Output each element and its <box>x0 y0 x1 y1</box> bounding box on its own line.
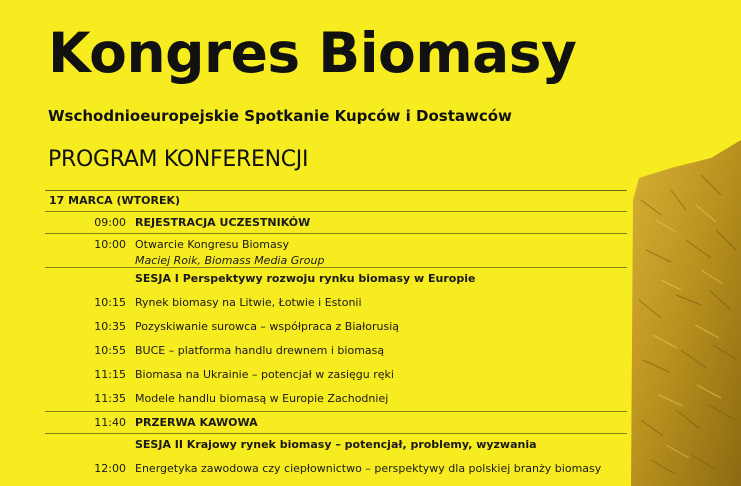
row-text: Biomasa na Ukrainie – potencjał w zasięgu ręki <box>135 368 394 381</box>
schedule-row <box>45 457 627 481</box>
biomass-pile-image <box>631 0 741 486</box>
day-header: 17 MARCA (WTOREK) <box>45 190 627 211</box>
row-time: 10:55 <box>94 344 126 357</box>
program-heading: PROGRAM KONFERENCJI <box>48 147 309 172</box>
schedule-row <box>45 315 627 339</box>
schedule-row <box>45 211 627 233</box>
row-text: Rynek biomasy na Litwie, Łotwie i Estonii <box>135 296 362 309</box>
session-row <box>45 267 627 289</box>
schedule-row <box>45 291 627 315</box>
row-text: PRZERWA KAWOWA <box>135 416 258 429</box>
row-text: BUCE – platforma handlu drewnem i biomasą <box>135 344 385 357</box>
schedule-row <box>45 387 627 411</box>
row-time: 10:00 <box>94 238 126 251</box>
row-time: 12:00 <box>94 462 126 475</box>
row-time: 10:15 <box>94 296 126 309</box>
row-text: Energetyka zawodowa czy ciepłownictwo – perspektywy dla polskiej branży biomasy <box>135 462 602 475</box>
schedule-row <box>45 233 627 267</box>
row-text: Modele handlu biomasą w Europie Zachodniej <box>135 392 389 405</box>
row-time: 11:35 <box>94 392 126 405</box>
page-subtitle: Wschodnioeuropejskie Spotkanie Kupców i Dostawców <box>48 107 512 125</box>
session-title: SESJA I Perspektywy rozwoju rynku biomasy w Europie <box>135 272 476 285</box>
schedule-table <box>45 190 627 481</box>
row-time: 11:15 <box>94 368 126 381</box>
row-text-wrap <box>135 237 627 269</box>
row-text: Otwarcie Kongresu Biomasy <box>135 238 289 251</box>
row-text: Pozyskiwanie surowca – współpraca z Białorusią <box>135 320 400 333</box>
schedule-row <box>45 339 627 363</box>
schedule-row <box>45 363 627 387</box>
session-row <box>45 433 627 455</box>
session-title: SESJA II Krajowy rynek biomasy – potencjał, problemy, wyzwania <box>135 438 537 451</box>
row-time: 10:35 <box>94 320 126 333</box>
row-speaker: Maciej Roik, Biomass Media Group <box>135 254 325 267</box>
page-title: Kongres Biomasy <box>48 21 577 85</box>
row-time: 09:00 <box>94 216 126 229</box>
break-row <box>45 411 627 433</box>
row-text: REJESTRACJA UCZESTNIKÓW <box>135 216 311 229</box>
row-time: 11:40 <box>94 416 126 429</box>
